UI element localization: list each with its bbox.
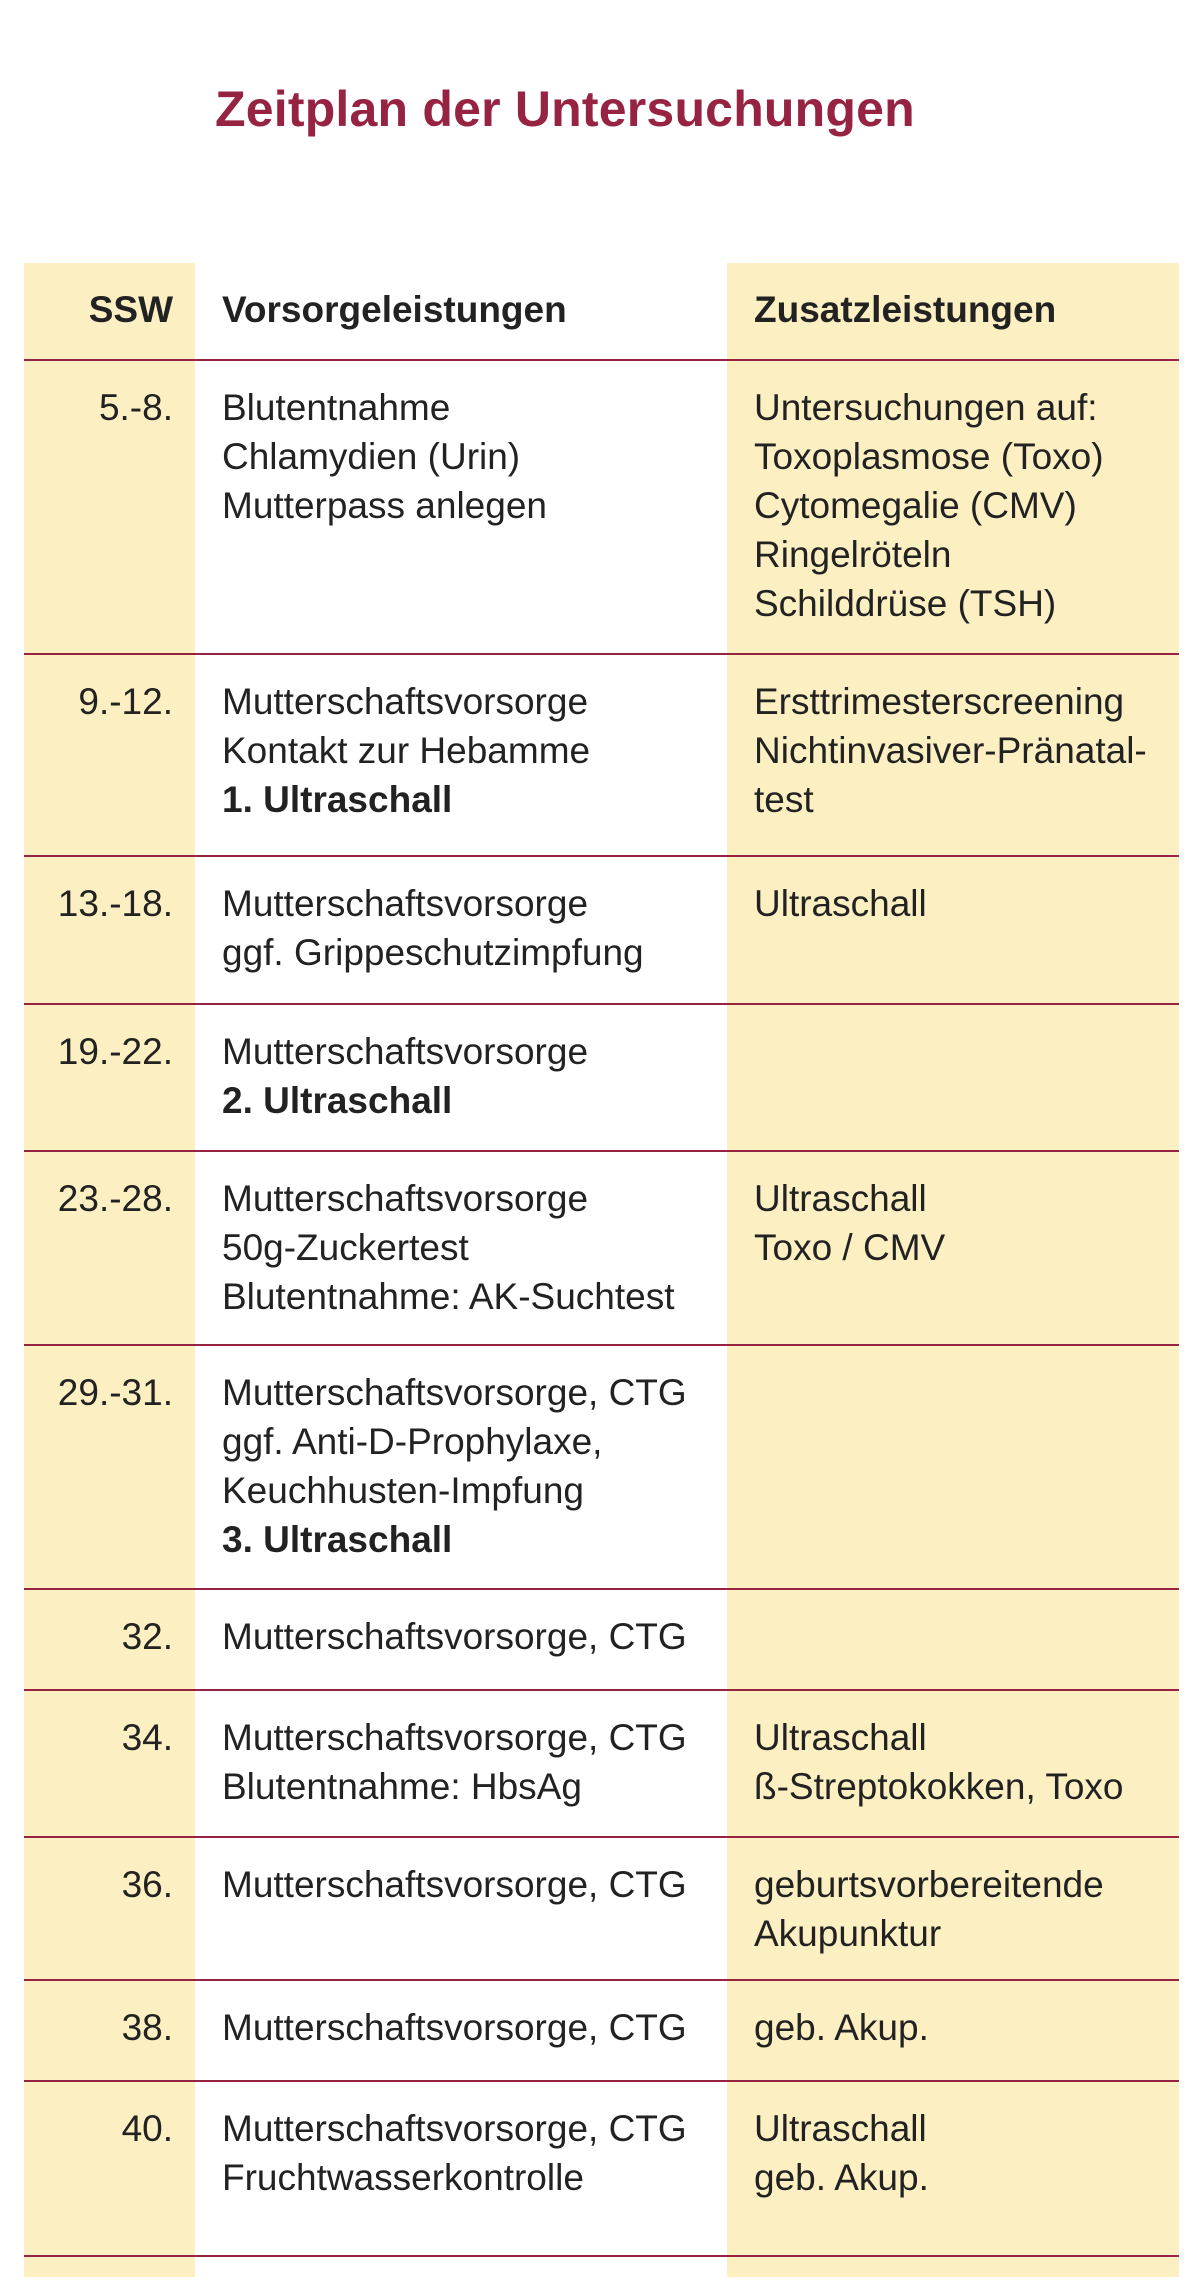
zusatz-line: geburtsvorbereitende <box>754 1864 1104 1905</box>
table-row <box>24 857 1179 1005</box>
ssw-cell: 9.-12. <box>24 655 195 855</box>
vorsorge-line: Mutterschaftsvorsorge <box>222 681 589 722</box>
vorsorge-line: Fruchtwasserkontrolle <box>222 2157 584 2198</box>
zusatz-line: Toxoplasmose (Toxo) <box>754 436 1104 477</box>
tail-ssw <box>24 2257 195 2277</box>
ssw-cell: 38. <box>24 1981 195 2080</box>
zusatz-line: Cytomegalie (CMV) <box>754 485 1077 526</box>
tail-vorsorge <box>195 2257 727 2277</box>
zusatz-cell <box>727 1590 1179 1689</box>
vorsorge-line: Mutterschaftsvorsorge, CTG <box>222 2007 687 2048</box>
zusatz-line: Ultraschall <box>754 883 927 924</box>
tail-zusatz <box>727 2257 1179 2277</box>
vorsorge-line: Mutterschaftsvorsorge <box>222 1031 589 1072</box>
zusatz-cell <box>727 857 1179 1003</box>
zusatz-cell <box>727 1152 1179 1344</box>
vorsorge-line: Mutterschaftsvorsorge, CTG <box>222 1864 687 1905</box>
zusatz-line: Toxo / CMV <box>754 1227 946 1268</box>
ssw-cell: 23.-28. <box>24 1152 195 1344</box>
vorsorge-line: Mutterpass anlegen <box>222 485 547 526</box>
vorsorge-cell <box>195 361 727 653</box>
zusatz-line: Akupunktur <box>754 1913 942 1954</box>
table-row <box>24 1838 1179 1981</box>
vorsorge-cell <box>195 857 727 1003</box>
table-row <box>24 1346 1179 1590</box>
table-row <box>24 1005 1179 1152</box>
table-row <box>24 361 1179 655</box>
table-header-row <box>24 263 1179 361</box>
zusatz-cell <box>727 1838 1179 1979</box>
vorsorge-line: Blutentnahme <box>222 387 451 428</box>
table-row <box>24 1691 1179 1838</box>
zusatz-line: Ultraschall <box>754 1717 927 1758</box>
vorsorge-cell <box>195 1005 727 1150</box>
ssw-cell: 29.-31. <box>24 1346 195 1588</box>
header-vorsorge: Vorsorgeleistungen <box>195 263 727 359</box>
zusatz-cell <box>727 1005 1179 1150</box>
table-row <box>24 1981 1179 2082</box>
zusatz-line: Schilddrüse (TSH) <box>754 583 1057 624</box>
zusatz-line: Untersuchungen auf: <box>754 387 1098 428</box>
zusatz-line: geb. Akup. <box>754 2007 929 2048</box>
table-row <box>24 2082 1179 2257</box>
vorsorge-line: Mutterschaftsvorsorge, CTG <box>222 1372 687 1413</box>
table-row <box>24 655 1179 857</box>
vorsorge-cell <box>195 655 727 855</box>
ssw-cell: 40. <box>24 2082 195 2255</box>
vorsorge-line: Blutentnahme: AK-Suchtest <box>222 1276 675 1317</box>
page-title: Zeitplan der Untersuchungen <box>215 81 915 137</box>
ssw-cell: 36. <box>24 1838 195 1979</box>
vorsorge-line: Mutterschaftsvorsorge <box>222 883 589 924</box>
table-row <box>24 1590 1179 1691</box>
vorsorge-line: Keuchhusten-Impfung <box>222 1470 585 1511</box>
zusatz-cell <box>727 1691 1179 1836</box>
zusatz-cell <box>727 361 1179 653</box>
zusatz-line: Ultraschall <box>754 1178 927 1219</box>
vorsorge-line: Blutentnahme: HbsAg <box>222 1766 582 1807</box>
zusatz-cell <box>727 2082 1179 2255</box>
vorsorge-cell <box>195 2082 727 2255</box>
vorsorge-line: Kontakt zur Hebamme <box>222 730 591 771</box>
zusatz-line: ß-Streptokokken, Toxo <box>754 1766 1124 1807</box>
vorsorge-line: ggf. Grippeschutzimpfung <box>222 932 644 973</box>
ssw-cell: 19.-22. <box>24 1005 195 1150</box>
vorsorge-cell <box>195 1152 727 1344</box>
vorsorge-line: 3. Ultraschall <box>222 1519 453 1560</box>
ssw-cell: 13.-18. <box>24 857 195 1003</box>
header-zusatz: Zusatzleistungen <box>727 263 1179 359</box>
zusatz-line: Ultraschall <box>754 2108 927 2149</box>
vorsorge-line: Mutterschaftsvorsorge, CTG <box>222 1717 687 1758</box>
zusatz-line: geb. Akup. <box>754 2157 929 2198</box>
zusatz-line: Ringelröteln <box>754 534 952 575</box>
table-row <box>24 1152 1179 1346</box>
vorsorge-line: Mutterschaftsvorsorge <box>222 1178 589 1219</box>
vorsorge-line: 50g-Zuckertest <box>222 1227 469 1268</box>
vorsorge-cell <box>195 1981 727 2080</box>
zusatz-cell <box>727 1981 1179 2080</box>
ssw-cell: 34. <box>24 1691 195 1836</box>
vorsorge-cell <box>195 1590 727 1689</box>
zusatz-cell <box>727 1346 1179 1588</box>
zusatz-line: test <box>754 779 814 820</box>
vorsorge-cell <box>195 1691 727 1836</box>
vorsorge-cell <box>195 1838 727 1979</box>
vorsorge-line: Mutterschaftsvorsorge, CTG <box>222 2108 687 2149</box>
vorsorge-line: 2. Ultraschall <box>222 1080 453 1121</box>
zusatz-line: Nichtinvasiver-Pränatal- <box>754 730 1147 771</box>
ssw-cell: 32. <box>24 1590 195 1689</box>
table-tail <box>24 2257 1179 2277</box>
vorsorge-line: Chlamydien (Urin) <box>222 436 521 477</box>
schedule-table <box>24 263 1179 2277</box>
vorsorge-line: 1. Ultraschall <box>222 779 453 820</box>
header-ssw: SSW <box>24 263 195 359</box>
vorsorge-line: ggf. Anti-D-Prophylaxe, <box>222 1421 603 1462</box>
vorsorge-line: Mutterschaftsvorsorge, CTG <box>222 1616 687 1657</box>
zusatz-cell <box>727 655 1179 855</box>
ssw-cell: 5.-8. <box>24 361 195 653</box>
zusatz-line: Ersttrimesterscreening <box>754 681 1125 722</box>
vorsorge-cell <box>195 1346 727 1588</box>
